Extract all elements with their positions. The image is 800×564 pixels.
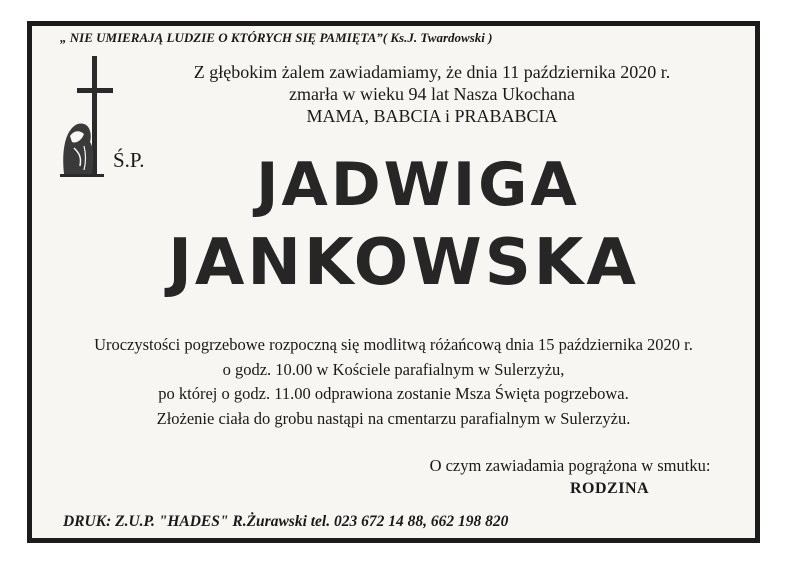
intro-line-3: MAMA, BABCIA i PRABABCIA	[306, 106, 558, 126]
ceremony-line-2: o godz. 10.00 w Kościele parafialnym w Sulerzyżu,	[222, 360, 565, 379]
prefix-sp: Ś.P.	[113, 148, 145, 172]
ceremony-line-1: Uroczystości pogrzebowe rozpoczną się modlitwą różańcową dnia 15 października 2020 r.	[94, 335, 693, 354]
intro-line-2: zmarła w wieku 94 lat Nasza Ukochana	[289, 84, 575, 104]
motto: „ NIE UMIERAJĄ LUDZIE O KTÓRYCH SIĘ PAMIĘTA”( Ks.J. Twardowski )	[60, 30, 493, 45]
deceased-first-name: JADWIGA	[256, 150, 580, 220]
ceremony-line-4: Złożenie ciała do grobu nastąpi na cmentarzu parafialnym w Sulerzyżu.	[156, 409, 631, 428]
closing-line: O czym zawiadamia pogrążona w smutku:	[429, 456, 711, 475]
obituary-notice	[27, 21, 760, 543]
printer-footer: DRUK: Z.U.P. "HADES" R.Żurawski tel. 023 672 14 88, 662 198 820	[63, 513, 509, 530]
family-signature: RODZINA	[570, 480, 650, 497]
deceased-last-name: JANKOWSKA	[168, 226, 639, 300]
intro-line-1: Z głębokim żalem zawiadamiamy, że dnia 11 października 2020 r.	[193, 62, 671, 82]
ceremony-line-3: po której o godz. 11.00 odprawiona zostanie Msza Święta pogrzebowa.	[158, 384, 629, 403]
